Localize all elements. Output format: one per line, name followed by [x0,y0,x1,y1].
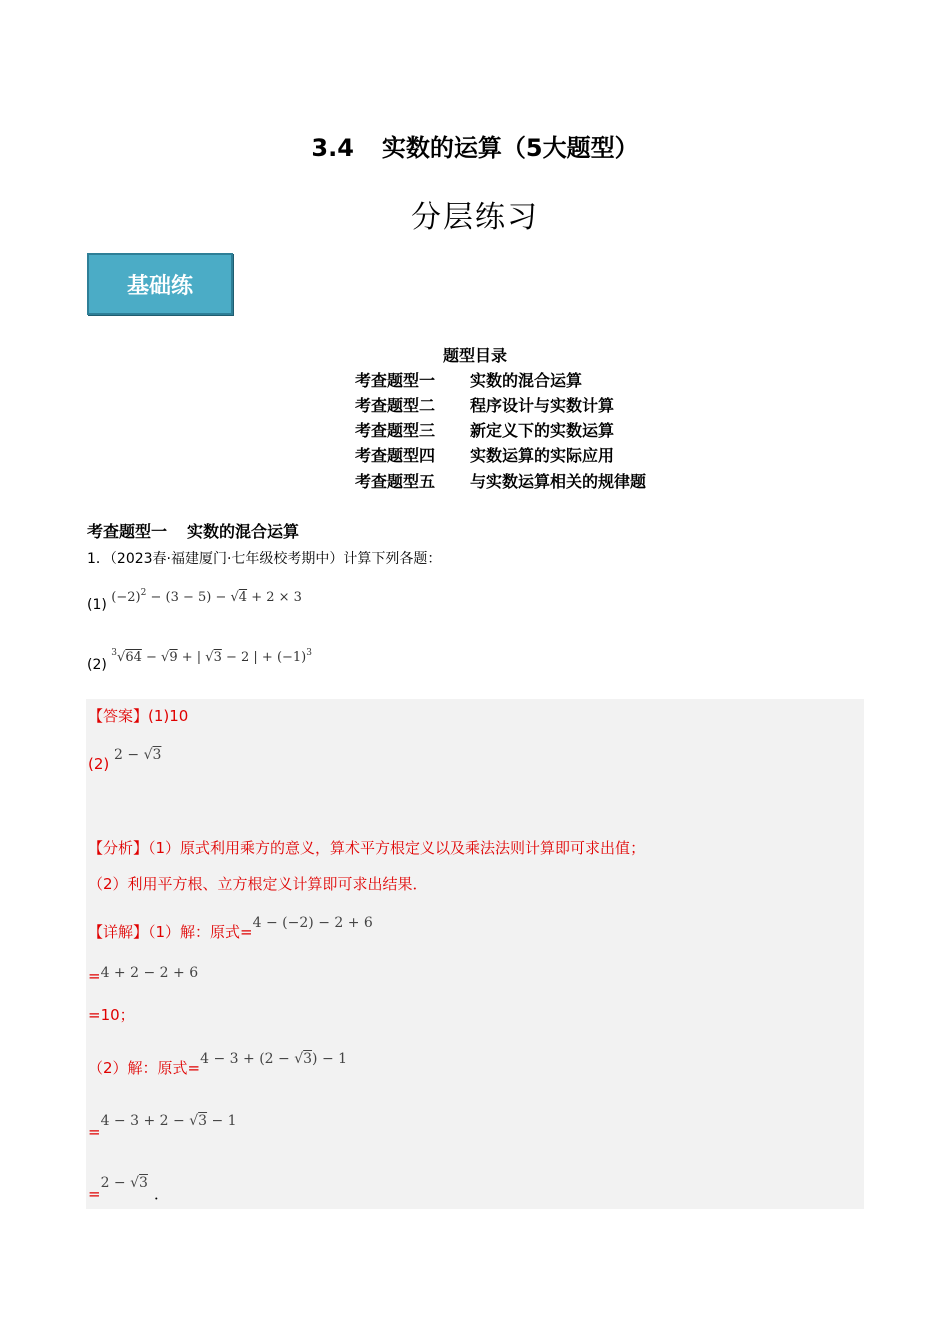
answer-line: 【答案】(1)10 [88,707,189,725]
question-part-1: (1) $(-2)^2 - (3 - 5) - √4 + 2 \times 3$ [87,588,302,613]
analysis-line: （2）利用平方根、立方根定义计算即可求出结果． [88,875,428,893]
detail-line: =4 − 3 + 2 − √3 − 1 [88,1113,237,1141]
toc-item: 考查题型三 新定义下的实数运算 [355,421,615,440]
detail-line: （2）解：原式=4 − 3 + (2 − √3) − 1 [88,1051,348,1077]
toc-item: 考查题型四 实数运算的实际应用 [355,446,615,465]
page-subtitle: 分层练习 [411,200,539,235]
question-part-2: (2) $^3$√64 − √9 + | √3 − 2 | + $(-1)^3$ [87,648,312,673]
detail-line: 【详解】（1）解：原式=4 − (−2) − 2 + 6 [88,915,373,941]
detail-line: =4 + 2 − 2 + 6 [88,965,199,985]
answer-line: (2) 2 − √3 [88,747,162,773]
toc-item: 考查题型一 实数的混合运算 [355,371,583,390]
section-heading: 考查题型一 实数的混合运算 [87,522,300,541]
toc-heading: 题型目录 [442,346,507,365]
detail-line: =10； [88,1006,135,1024]
toc-item: 考查题型二 程序设计与实数计算 [355,396,615,415]
question-stem: 1．（2023春·福建厦门·七年级校考期中）计算下列各题： [87,551,442,567]
page-title: 3.4 实数的运算（5大题型） [311,134,639,162]
analysis-line: 【分析】（1）原式利用乘方的意义，算术平方根定义以及乘法法则计算即可求出值； [88,839,646,857]
answer-box [86,699,864,1209]
detail-line: =2 − √3． [88,1175,169,1203]
level-badge: 基础练 [87,253,233,315]
toc-item: 考查题型五 与实数运算相关的规律题 [355,472,647,491]
